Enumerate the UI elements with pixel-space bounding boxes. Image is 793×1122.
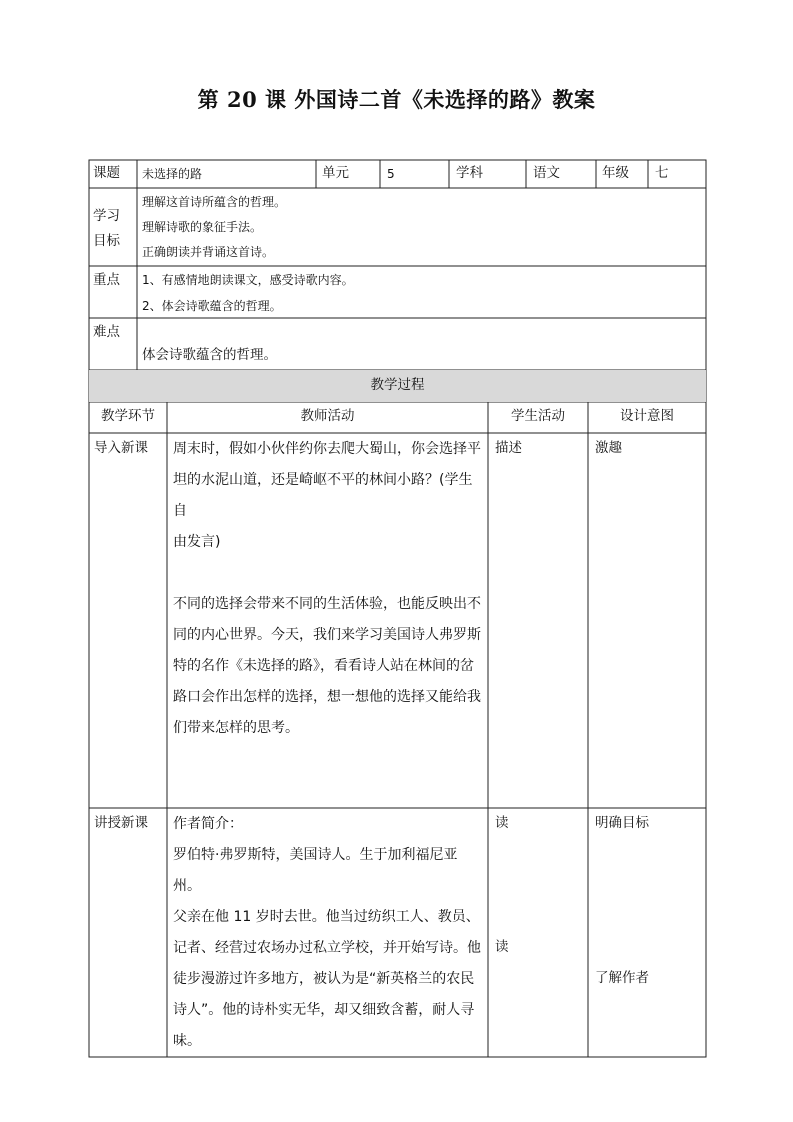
teacher-line: 特的名作《未选择的路》，看看诗人站在林间的岔 (173, 658, 474, 674)
design-intent: 了解作者 (595, 970, 649, 986)
design-intent: 明确目标 (595, 815, 649, 831)
teacher-line: 徒步漫游过许多地方，被认为是“新英格兰的农民 (173, 971, 475, 987)
subject-label: 学科 (456, 165, 483, 181)
teacher-line: 记者、经营过农场办过私立学校，并开始写诗。他 (173, 940, 481, 956)
grade-value: 七 (655, 165, 669, 181)
goal-item: 理解这首诗所蕴含的哲理。 (142, 195, 287, 209)
teacher-line: 路口会作出怎样的选择，想一想他的选择又能给我 (173, 689, 481, 705)
page-title: 第 20 课 外国诗二首《未选择的路》教案 (197, 87, 596, 112)
header-stage: 教学环节 (101, 408, 155, 424)
student-activity: 读 (495, 939, 509, 955)
topic-label: 课题 (93, 165, 120, 181)
key-points-label: 重点 (93, 272, 120, 288)
blank-line (173, 558, 485, 589)
key-point-item: 1、有感情地朗读课文，感受诗歌内容。 (142, 273, 354, 287)
teacher-line: 味。 (173, 1033, 201, 1049)
goal-item: 理解诗歌的象征手法。 (142, 220, 263, 234)
unit-value: 5 (387, 167, 395, 181)
teacher-line: 不同的选择会带来不同的生活体验，也能反映出不 (173, 596, 481, 612)
header-student: 学生活动 (511, 408, 565, 424)
goal-item: 正确朗读并背诵这首诗。 (142, 245, 275, 259)
topic-value: 未选择的路 (142, 167, 203, 181)
teacher-line: 罗伯特·弗罗斯特，美国诗人。生于加利福尼亚州。 (173, 847, 458, 894)
teacher-line: 由发言) (173, 534, 221, 550)
teacher-line: 坦的水泥山道，还是崎岖不平的林间小路？(学生自 (173, 472, 473, 519)
subject-value: 语文 (533, 165, 560, 181)
header-intent: 设计意图 (620, 408, 674, 424)
student-activity: 描述 (495, 440, 522, 456)
student-activity: 读 (495, 815, 509, 831)
teacher-line: 同的内心世界。今天，我们来学习美国诗人弗罗斯 (173, 627, 481, 643)
grade-label: 年级 (602, 165, 629, 181)
key-point-item: 2、体会诗歌蕴含的哲理。 (142, 299, 282, 313)
stage-cell: 导入新课 (94, 440, 148, 456)
teacher-activity (173, 809, 485, 1057)
teacher-line: 父亲在他 11 岁时去世。他当过纺织工人、教员、 (173, 909, 480, 925)
difficulty-label: 难点 (93, 324, 120, 340)
difficulty-text: 体会诗歌蕴含的哲理。 (142, 347, 277, 363)
process-title: 教学过程 (370, 377, 425, 393)
teacher-line: 们带来怎样的思考。 (173, 720, 299, 736)
unit-label: 单元 (322, 165, 349, 181)
teacher-line: 周末时，假如小伙伴约你去爬大蜀山，你会选择平 (173, 441, 481, 457)
teacher-line: 诗人”。他的诗朴实无华，却又细致含蓄，耐人寻 (173, 1002, 475, 1018)
stage-cell: 讲授新课 (94, 815, 148, 831)
teacher-line: 作者简介： (173, 816, 243, 832)
design-intent: 激趣 (595, 440, 622, 456)
goals-label-line1: 学习 (93, 208, 120, 224)
teacher-activity (173, 434, 485, 744)
goals-label-line2: 目标 (93, 233, 120, 249)
header-teacher: 教师活动 (300, 408, 355, 424)
